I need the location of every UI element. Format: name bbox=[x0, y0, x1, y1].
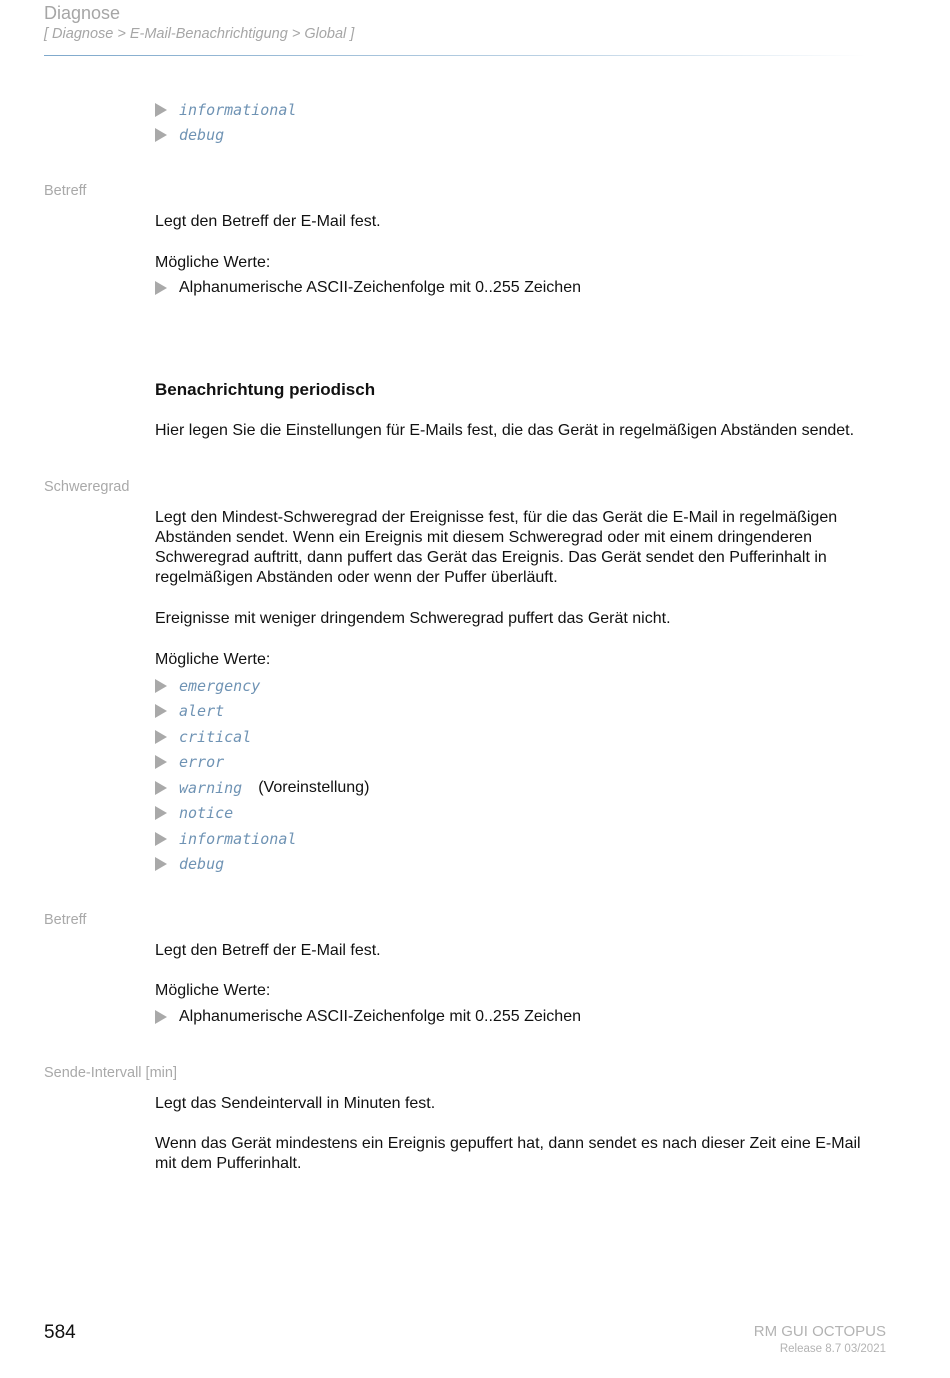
parameter-label-schweregrad: Schweregrad bbox=[44, 479, 130, 495]
bullet-triangle-icon bbox=[155, 806, 167, 820]
list-item bbox=[155, 752, 224, 772]
breadcrumb: [ Diagnose > E-Mail-Benachrichtigung > Global ] bbox=[44, 26, 355, 42]
possible-values-label: Mögliche Werte: bbox=[155, 982, 271, 999]
value-code: notice bbox=[179, 804, 234, 822]
value-code: critical bbox=[179, 728, 252, 746]
list-item bbox=[155, 778, 369, 798]
list-item bbox=[155, 701, 224, 721]
bullet-triangle-icon bbox=[155, 1010, 167, 1024]
parameter-label-betreff: Betreff bbox=[44, 912, 87, 928]
list-item bbox=[155, 854, 224, 874]
possible-values-label: Mögliche Werte: bbox=[155, 651, 271, 668]
parameter-description: Legt das Sendeintervall in Minuten fest. bbox=[155, 1095, 436, 1112]
list-item bbox=[155, 829, 296, 849]
list-item bbox=[155, 100, 296, 120]
parameter-description: Legt den Betreff der E-Mail fest. bbox=[155, 213, 381, 230]
bullet-triangle-icon bbox=[155, 730, 167, 744]
bullet-triangle-icon bbox=[155, 755, 167, 769]
bullet-triangle-icon bbox=[155, 781, 167, 795]
header-divider bbox=[44, 55, 866, 56]
possible-values-label: Mögliche Werte: bbox=[155, 254, 271, 271]
value-code: informational bbox=[179, 830, 297, 848]
default-note: (Voreinstellung) bbox=[258, 779, 370, 796]
bullet-triangle-icon bbox=[155, 857, 167, 871]
list-item bbox=[155, 803, 233, 823]
bullet-triangle-icon bbox=[155, 128, 167, 142]
list-item bbox=[155, 125, 224, 145]
bullet-triangle-icon bbox=[155, 281, 167, 295]
section-heading: Benachrichtung periodisch bbox=[155, 380, 376, 399]
list-item bbox=[155, 676, 260, 696]
bullet-triangle-icon bbox=[155, 103, 167, 117]
parameter-note: Ereignisse mit weniger dringendem Schweregrad puffert das Gerät nicht. bbox=[155, 610, 671, 627]
value-code: warning bbox=[179, 779, 243, 797]
value-text: Alphanumerische ASCII-Zeichenfolge mit 0..255 Zeichen bbox=[179, 1008, 581, 1025]
parameter-description: Legt den Betreff der E-Mail fest. bbox=[155, 942, 381, 959]
bullet-triangle-icon bbox=[155, 704, 167, 718]
value-code: debug bbox=[179, 126, 225, 144]
value-text: Alphanumerische ASCII-Zeichenfolge mit 0..255 Zeichen bbox=[179, 279, 581, 296]
parameter-label-betreff: Betreff bbox=[44, 183, 87, 199]
chapter-title: Diagnose bbox=[44, 3, 121, 23]
value-code: informational bbox=[179, 101, 297, 119]
value-code: alert bbox=[179, 702, 225, 720]
parameter-description: Legt den Mindest-Schweregrad der Ereignisse fest, für die das Gerät die E-Mail in regelmäßigen Abständen sendet. Wenn ein Ereignis mit diesem Schweregrad oder mit einem dringenderen Schweregrad auftritt, dann puffert das Gerät das Ereignis. Das Gerät sendet den Pufferinhalt in regelmäßigen Abständen oder wenn der Puffer überläuft. bbox=[155, 509, 838, 586]
value-code: error bbox=[179, 753, 225, 771]
page-number: 584 bbox=[44, 1322, 76, 1343]
bullet-triangle-icon bbox=[155, 832, 167, 846]
parameter-note: Wenn das Gerät mindestens ein Ereignis gepuffert hat, dann sendet es nach dieser Zeit eine E-Mail mit dem Pufferinhalt. bbox=[155, 1135, 861, 1172]
parameter-label-interval: Sende-Intervall [min] bbox=[44, 1065, 177, 1081]
value-code: emergency bbox=[179, 677, 261, 695]
section-intro: Hier legen Sie die Einstellungen für E-Mails fest, die das Gerät in regelmäßigen Abständen sendet. bbox=[155, 422, 855, 439]
list-item bbox=[155, 278, 581, 298]
release-info: Release 8.7 03/2021 bbox=[779, 1343, 886, 1355]
value-code: debug bbox=[179, 855, 225, 873]
list-item bbox=[155, 727, 251, 747]
bullet-triangle-icon bbox=[155, 679, 167, 693]
product-name: RM GUI OCTOPUS bbox=[753, 1323, 886, 1340]
list-item bbox=[155, 1007, 581, 1027]
